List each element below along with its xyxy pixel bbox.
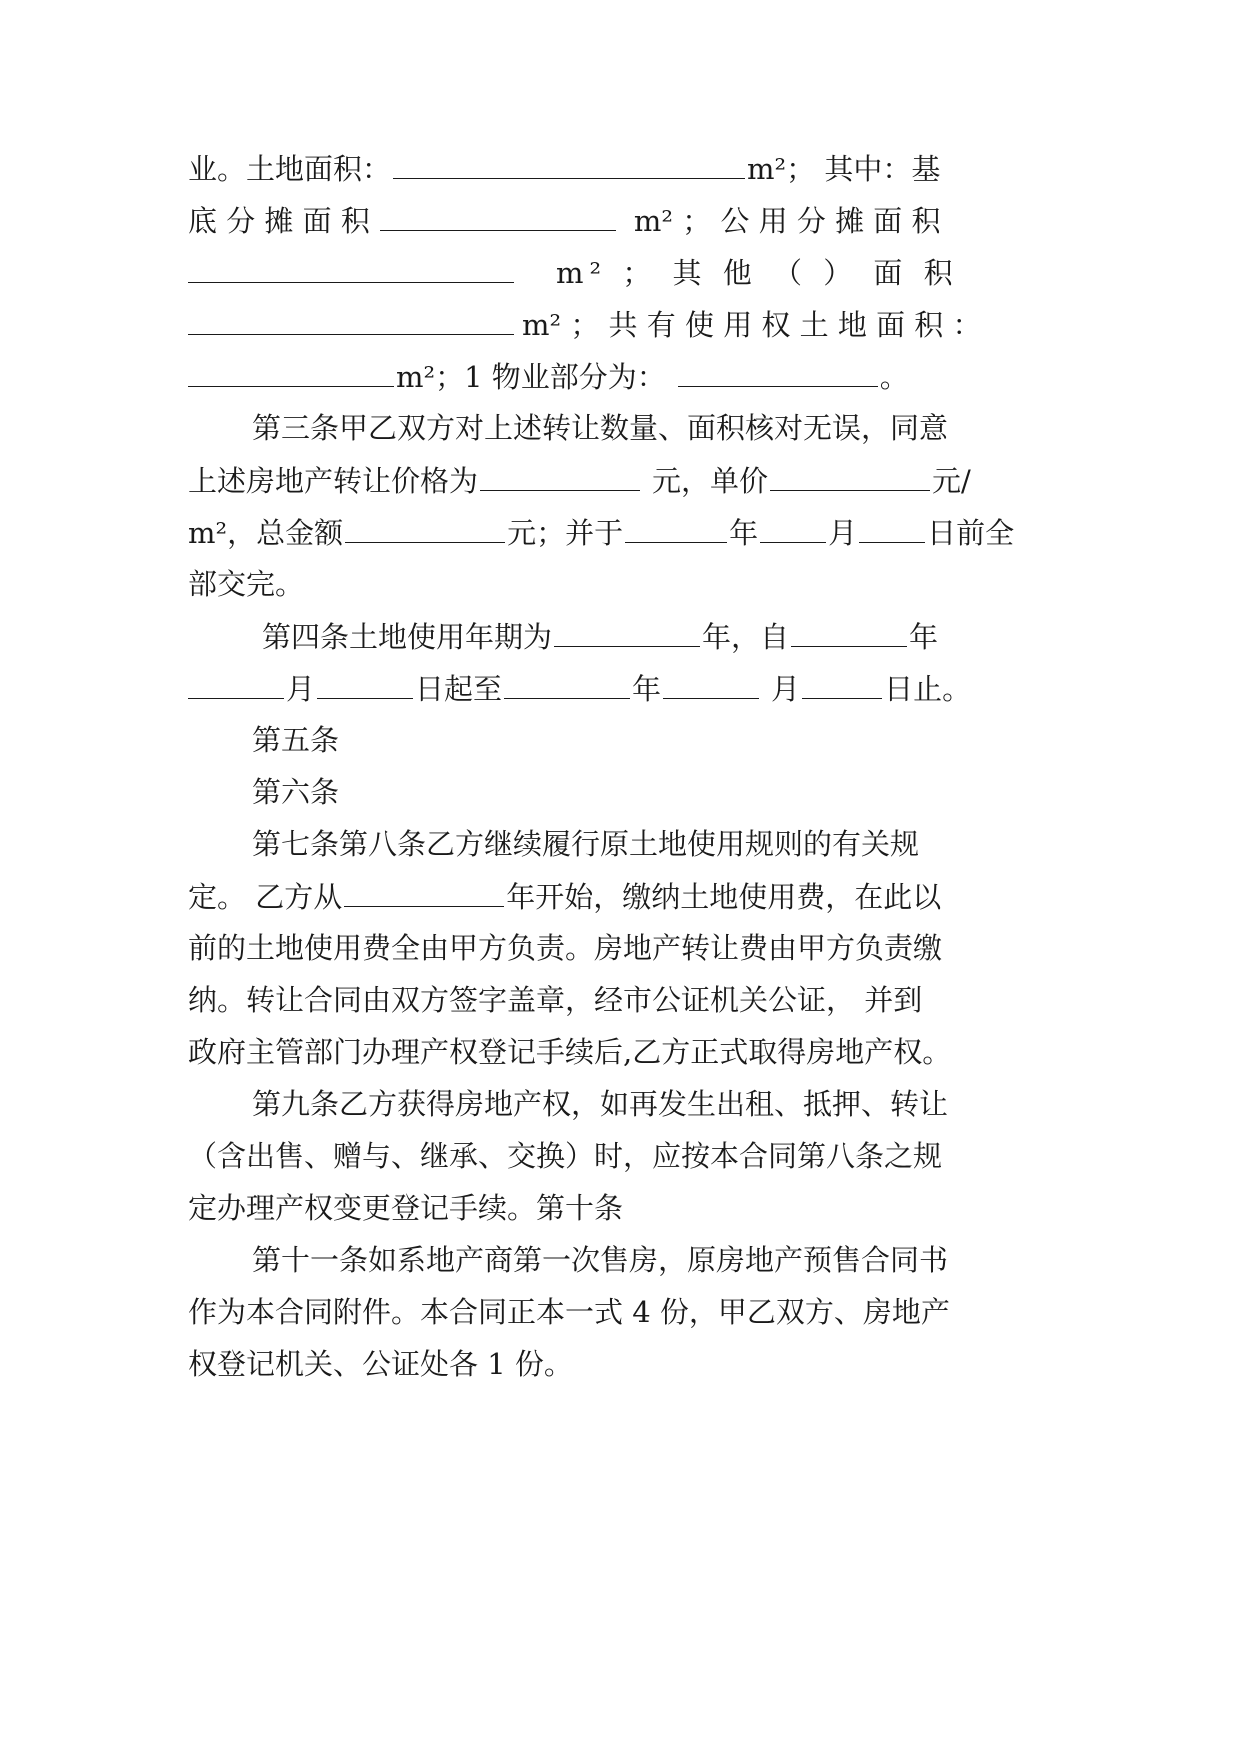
- text-segment: （含出售、赠与、继承、交换）时，应按本合同第八条之规: [188, 1139, 943, 1173]
- text-line: [188, 512, 1048, 552]
- blank-field[interactable]: [554, 616, 700, 647]
- text-segment: 底 分 摊 面 积: [188, 204, 370, 238]
- text-segment: 月: [286, 672, 316, 706]
- text-line: [252, 408, 1112, 448]
- text-segment: 年开始，缴纳土地使用费，在此以: [506, 880, 942, 914]
- text-line: [188, 876, 1048, 916]
- text-line: [188, 1136, 1048, 1176]
- blank-field[interactable]: [859, 512, 925, 543]
- blank-field[interactable]: [760, 512, 826, 543]
- text-segment: m²，总金额: [188, 516, 344, 550]
- text-line: [188, 980, 1048, 1020]
- text-line: [188, 1344, 1048, 1384]
- text-segment: m² ； 其 他 （ ） 面 积: [556, 256, 959, 290]
- text-segment: 定办理产权变更登记手续。第十条: [188, 1191, 624, 1225]
- blank-field[interactable]: [188, 252, 514, 283]
- text-segment: 上述房地产转让价格为: [188, 464, 479, 498]
- blank-field[interactable]: [188, 668, 284, 699]
- blank-field[interactable]: [345, 512, 505, 543]
- text-segment: 第七条第八条乙方继续履行原土地使用规则的有关规: [252, 827, 920, 861]
- blank-field[interactable]: [678, 356, 878, 387]
- text-segment: 第四条土地使用年期为: [262, 620, 553, 654]
- text-line: [188, 1032, 1048, 1072]
- text-line: [252, 1240, 1112, 1280]
- text-segment: m²； 其中：基: [747, 152, 941, 186]
- blank-field[interactable]: [663, 668, 759, 699]
- text-segment: 日起至: [415, 672, 503, 706]
- text-line: [188, 356, 1048, 396]
- blank-field[interactable]: [791, 616, 907, 647]
- blank-field[interactable]: [188, 356, 394, 387]
- text-line: [188, 148, 1048, 188]
- blank-field[interactable]: [625, 512, 727, 543]
- text-segment: 元/: [932, 464, 971, 498]
- blank-field[interactable]: [480, 460, 640, 491]
- text-segment: m² ； 共 有 使 用 权 土 地 面 积 ：: [522, 308, 982, 342]
- text-segment: 。: [879, 360, 909, 394]
- text-segment: 年: [909, 620, 939, 654]
- text-line: [188, 668, 1048, 708]
- text-line: [252, 720, 1112, 760]
- blank-field[interactable]: [504, 668, 630, 699]
- text-segment: 年: [729, 516, 759, 550]
- text-segment: 元，单价: [652, 464, 769, 498]
- text-segment: 第三条甲乙双方对上述转让数量、面积核对无误，同意: [252, 411, 949, 445]
- text-line: [262, 616, 1122, 656]
- text-segment: 年，自: [702, 620, 790, 654]
- text-segment: 政府主管部门办理产权登记手续后,乙方正式取得房地产权。: [188, 1035, 952, 1069]
- text-segment: 部交完。: [188, 567, 305, 601]
- blank-field[interactable]: [770, 460, 930, 491]
- text-segment: 第六条: [252, 775, 340, 809]
- text-line: [188, 1292, 1048, 1332]
- text-segment: m²；1 物业部分为：: [396, 360, 666, 394]
- text-segment: 月: [828, 516, 858, 550]
- blank-field[interactable]: [188, 304, 514, 335]
- text-segment: m² ； 公 用 分 摊 面 积: [633, 204, 941, 238]
- text-segment: 日止。: [884, 672, 972, 706]
- text-segment: 月: [771, 672, 801, 706]
- text-line: [188, 1188, 1048, 1228]
- text-segment: 定。 乙方从: [188, 880, 343, 914]
- blank-field[interactable]: [393, 148, 745, 179]
- blank-field[interactable]: [802, 668, 882, 699]
- text-segment: 前的土地使用费全由甲方负责。房地产转让费由甲方负责缴: [188, 931, 943, 965]
- text-line: [188, 252, 1048, 292]
- text-line: [188, 304, 1048, 344]
- text-segment: 日前全: [927, 516, 1015, 550]
- text-segment: 第十一条如系地产商第一次售房，原房地产预售合同书: [252, 1243, 949, 1277]
- text-segment: 第五条: [252, 723, 340, 757]
- text-line: [188, 460, 1048, 500]
- text-line: [188, 928, 1048, 968]
- text-segment: 年: [632, 672, 662, 706]
- text-line: [188, 564, 1048, 604]
- text-segment: 纳。转让合同由双方签字盖章，经市公证机关公证， 并到: [188, 983, 923, 1017]
- text-line: [252, 1084, 1112, 1124]
- text-segment: 元；并于: [507, 516, 624, 550]
- blank-field[interactable]: [317, 668, 413, 699]
- text-segment: 业。土地面积：: [188, 152, 392, 186]
- text-segment: 第九条乙方获得房地产权，如再发生出租、抵押、转让: [252, 1087, 949, 1121]
- blank-field[interactable]: [344, 876, 504, 907]
- text-segment: 作为本合同附件。本合同正本一式 4 份，甲乙双方、房地产: [188, 1295, 950, 1329]
- text-line: [252, 824, 1112, 864]
- text-segment: 权登记机关、公证处各 1 份。: [188, 1347, 573, 1381]
- blank-field[interactable]: [380, 200, 616, 231]
- text-line: [252, 772, 1112, 812]
- text-line: [188, 200, 1048, 240]
